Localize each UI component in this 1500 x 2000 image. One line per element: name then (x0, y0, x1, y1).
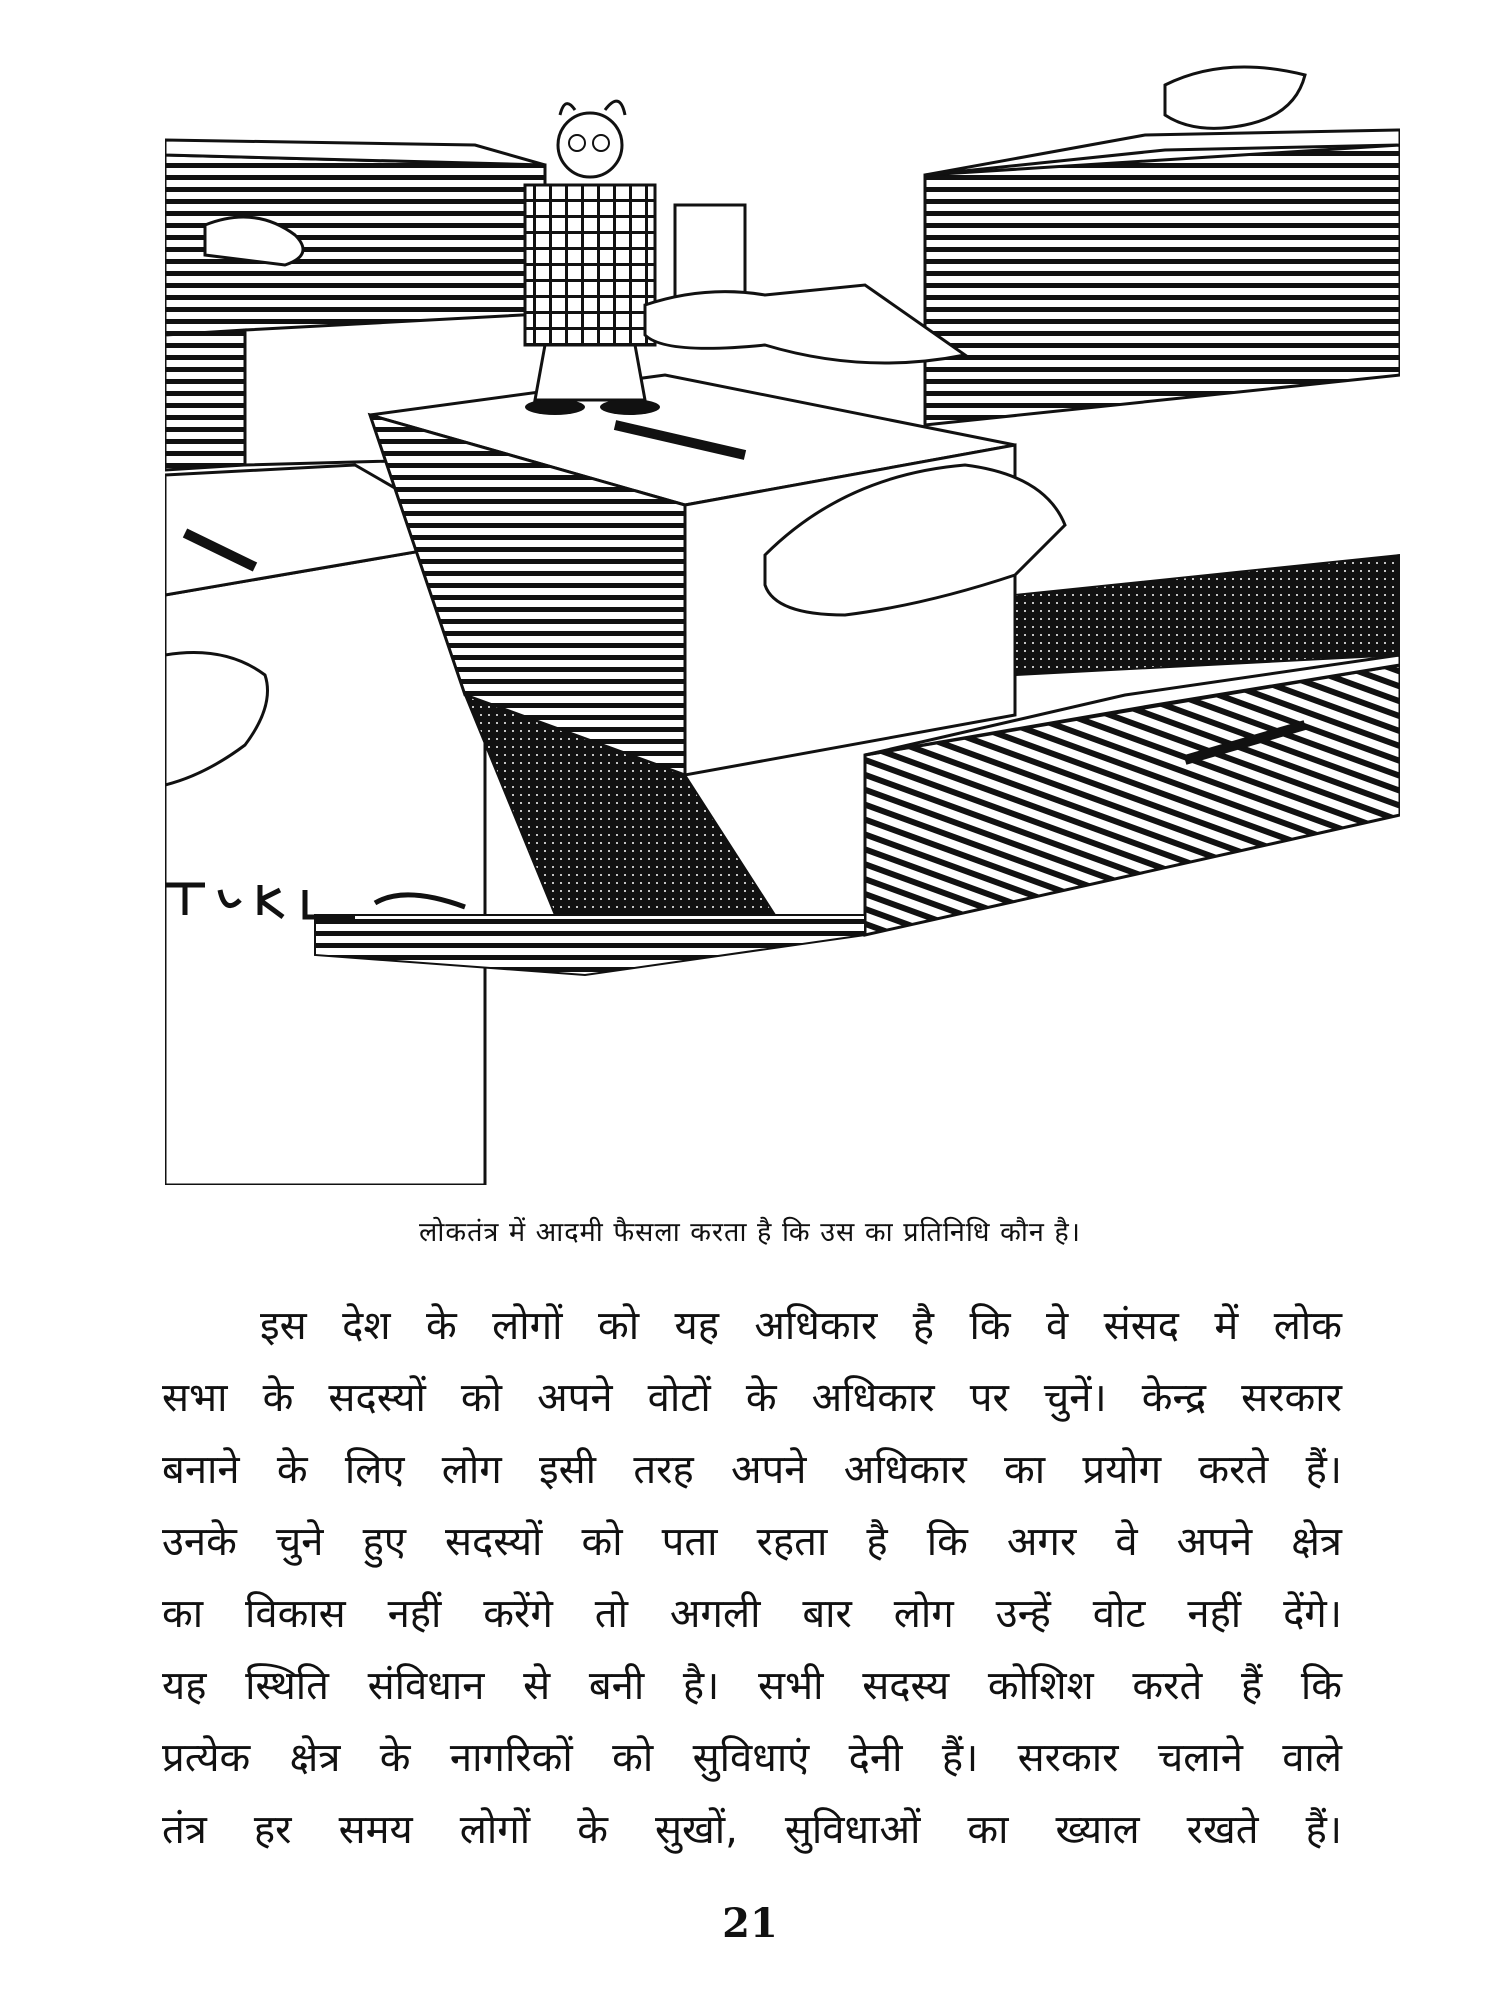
paragraph-line: सभा के सदस्यों को अपने वोटों के अधिकार पर चुनें। केन्द्र सरकार (162, 1375, 1342, 1421)
ballot-box-top-right (925, 130, 1400, 425)
paragraph-line: यह स्थिति संविधान से बनी है। सभी सदस्य कोशिश करते हैं कि (162, 1663, 1342, 1709)
paragraph-line: इस देश के लोगों को यह अधिकार है कि वे संसद में लोक (260, 1303, 1342, 1349)
body-paragraph (162, 1290, 1342, 1866)
cartoon-illustration (165, 55, 1400, 1185)
illustration-caption: लोकतंत्र में आदमी फैसला करता है कि उस का प्रतिनिधि कौन है। (419, 1217, 1081, 1248)
paragraph-line: प्रत्येक क्षेत्र के नागरिकों को सुविधाएं देनी हैं। सरकार चलाने वाले (162, 1735, 1342, 1781)
common-man-figure (525, 101, 745, 415)
paragraph-line: तंत्र हर समय लोगों के सुखों, सुविधाओं का ख्याल रखते हैं। (162, 1807, 1342, 1853)
paragraph-line: बनाने के लिए लोग इसी तरह अपने अधिकार का प्रयोग करते हैं। (162, 1447, 1342, 1493)
paragraph-line: का विकास नहीं करेंगे तो अगली बार लोग उन्हें वोट नहीं देंगे। (162, 1591, 1342, 1637)
paragraph-line: उनके चुने हुए सदस्यों को पता रहता है कि अगर वे अपने क्षेत्र (162, 1519, 1342, 1565)
page-number: 21 (722, 1900, 778, 1947)
